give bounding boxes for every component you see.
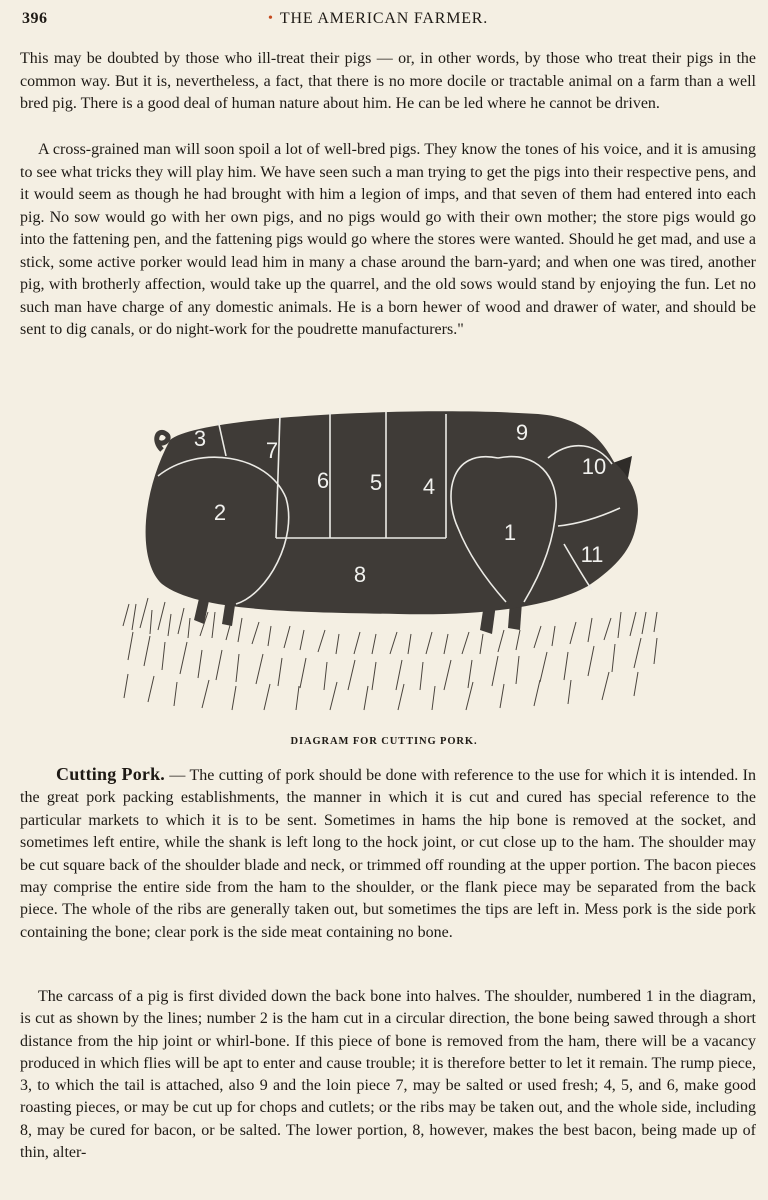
cut-label-2: 2: [213, 500, 227, 525]
page-number: 396: [22, 10, 48, 27]
running-title: THE AMERICAN FARMER.: [279, 10, 489, 27]
paragraph-pigs-docile: This may be doubted by those who ill-treat their pigs — or, in other words, by those who treat their pigs in the common way. But it is, nevertheless, a fact, that there is no more docile or tractable animal on a farm than a well bred pig. There is a good deal of human nature about him. He can be led where he cannot be driven.: [20, 50, 756, 112]
section-run-in-heading: Cutting Pork.: [56, 764, 165, 784]
cut-label-8: 8: [353, 562, 367, 587]
paragraph-cutting-pork: [20, 763, 756, 944]
pig-illustration: [118, 398, 660, 716]
header-ornament: •: [268, 11, 273, 26]
cut-label-11: 11: [580, 542, 604, 567]
cut-label-6: 6: [316, 468, 330, 493]
cut-label-1: 1: [503, 520, 517, 545]
figure-caption: DIAGRAM FOR CUTTING PORK.: [290, 736, 478, 747]
paragraph-cutting-pork-text: — The cutting of pork should be done with reference to the use for which it is intended. In the great pork packing establishments, the manner in which it is cut and cured has special reference to the particular markets to which it is to be sent. Sometimes in hams the hip bone is removed at the socket, and sometimes left entire, while the shank is left long to the hock joint, or cut close up to the ham. The shoulder may be cut square back of the shoulder blade and neck, or trimmed off rounding at the upper portion. The bacon pieces may comprise the entire side from the ham to the shoulder, or the flank piece may be separated from the back piece. The whole of the ribs are generally taken out, but sometimes the tips are left in. Mess pork is the side pork containing the bone; clear pork is the side meat containing no bone.: [20, 767, 757, 941]
paragraph-cross-grained-man: A cross-grained man will soon spoil a lot of well-bred pigs. They know the tones of his voice, and it is amusing to see what tricks they will play him. We have seen such a man trying to get the pigs into their respective pens, and it would seem as though he had brought with him a legion of imps, and that seven of them had entered into each pig. No sow would go with her own pigs, and no pigs would go with their own mother; the store pigs would go into the fattening pen, and the fattening pigs would go where the stores were wanted. Should he get mad, and use a stick, some active porker would lead him in many a chase around the barn-yard; and when one was tired, another pig, with brotherly affection, would take up the quarrel, and the old sows would stand by enjoying the fun. Let no such man have charge of any domestic animals. He is a born hewer of wood and drawer of water, and should be sent to dig canals, or do night-work for the poudrette manufacturers.": [20, 141, 756, 338]
cut-label-5: 5: [369, 470, 383, 495]
cut-label-9: 9: [515, 420, 529, 445]
paragraph-carcass-division: The carcass of a pig is first divided down the back bone into halves. The shoulder, numbered 1 in the diagram, is cut as shown by the lines; number 2 is the ham cut in a circular direction, the bone being sawed through a short distance from the hip joint or whirl-bone. If this piece of bone is removed from the ham, there will be a vacancy produced in which flies will be apt to enter and cause trouble; it is therefore better to let it remain. The rump piece, 3, to which the tail is attached, also 9 and the loin piece 7, may be salted or used fresh; 4, 5, and 6, make good roasting pieces, or may be cut up for chops and cutlets; or the ribs may be taken out, and the whole side, including 8, may be cured for bacon, or be salted. The lower portion, 8, however, makes the best bacon, being made up of thin, alter-: [20, 988, 756, 1162]
cut-label-4: 4: [422, 474, 436, 499]
cut-label-10: 10: [581, 454, 607, 479]
cut-label-7: 7: [265, 438, 279, 463]
cut-label-3: 3: [193, 426, 207, 451]
page-header: [20, 8, 748, 34]
pork-cutting-diagram: [118, 398, 660, 716]
